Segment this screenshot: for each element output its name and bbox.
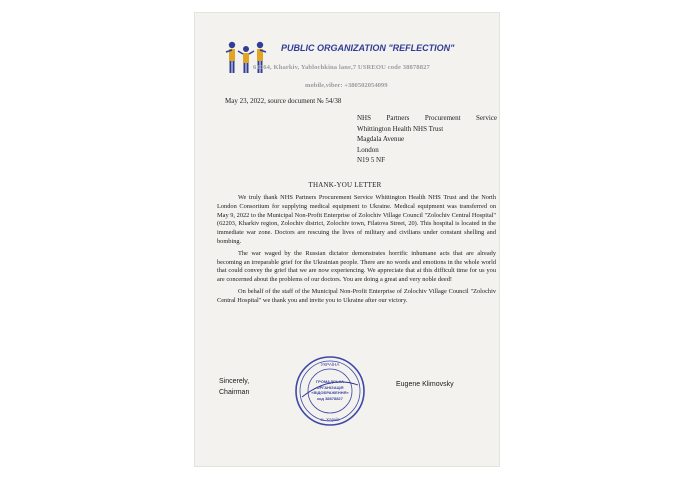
organization-name: PUBLIC ORGANIZATION "REFLECTION": [281, 43, 455, 53]
signer-title: Chairman: [219, 389, 250, 396]
recipient-line: Whittington Health NHS Trust: [357, 124, 444, 133]
organization-logo: [222, 38, 270, 78]
letter-date-reference: May 23, 2022, source document № 54/38: [225, 97, 342, 105]
recipient-word: Service: [476, 114, 497, 122]
recipient-address-block: [357, 113, 497, 166]
recipient-line-service: [357, 113, 497, 124]
stamp-line: ГРОМАДСЬКА: [315, 379, 345, 384]
stamp-center-text: [294, 379, 366, 401]
recipient-line: Magdala Avenue: [357, 135, 405, 143]
body-paragraph: The war waged by the Russian dictator demonstrates horrific inhumane acts that are already becoming an irreparable grief for the Ukrainian people. There are no words and emotions in the whole world that could convey the grief that we are now experiencing. We appreciate that at this difficult time for us you are concerned about the problems of our doctors. You are doing a great and very noble deed!: [217, 249, 496, 284]
stamp-line: ОРГАНІЗАЦІЯ: [316, 384, 344, 390]
organization-phone: mobile,viber: +380502054099: [305, 82, 388, 89]
stamp-line: код 38878827: [317, 395, 343, 401]
recipient-word: Partners: [386, 114, 410, 122]
signer-name: Eugene Klimovsky: [396, 381, 454, 388]
recipient-line: N19 5 NF: [357, 156, 386, 164]
closing-block: [219, 376, 249, 398]
letter-heading: THANK-YOU LETTER: [308, 181, 382, 189]
body-paragraph: We truly thank NHS Partners Procurement Service Whittington Health NHS Trust and the North London Consortium for supplying medical equipment to Ukraine. Medical equipment was transferred on May 9, 2022 to the Municipal Non-Profit Enterprise of Zolochiv Village Council "Zolochiv Central Hospital" (62203, Kharkiv region, Zolochiv district, Zolochiv town, Filatova Street, 20). This hospital is located in the immediate war zone. Doctors are rescuing the lives of military and civilians under constant shelling and bombing.: [217, 194, 496, 245]
recipient-word: NHS: [357, 114, 372, 122]
closing-salutation: Sincerely,: [219, 378, 250, 385]
organization-address: 61064, Kharkiv, Yablochkina lane,7 USREOU code 38878827: [253, 64, 430, 71]
stamp-bottom-text: м. Харків: [320, 417, 340, 422]
letter-body: [217, 194, 496, 309]
recipient-line: London: [357, 145, 379, 154]
recipient-word: Procurement: [424, 114, 461, 122]
stamp-line: «ВІДОБРАЖЕННЯ»: [311, 390, 349, 395]
stamp-top-text: УКРАЇНА: [320, 362, 340, 367]
body-paragraph: On behalf of the staff of the Municipal Non-Profit Enterprise of Zolochiv Village Council "Zolochiv Central Hospital" we thank you and invite you to Ukraine after our victory.: [217, 287, 496, 304]
